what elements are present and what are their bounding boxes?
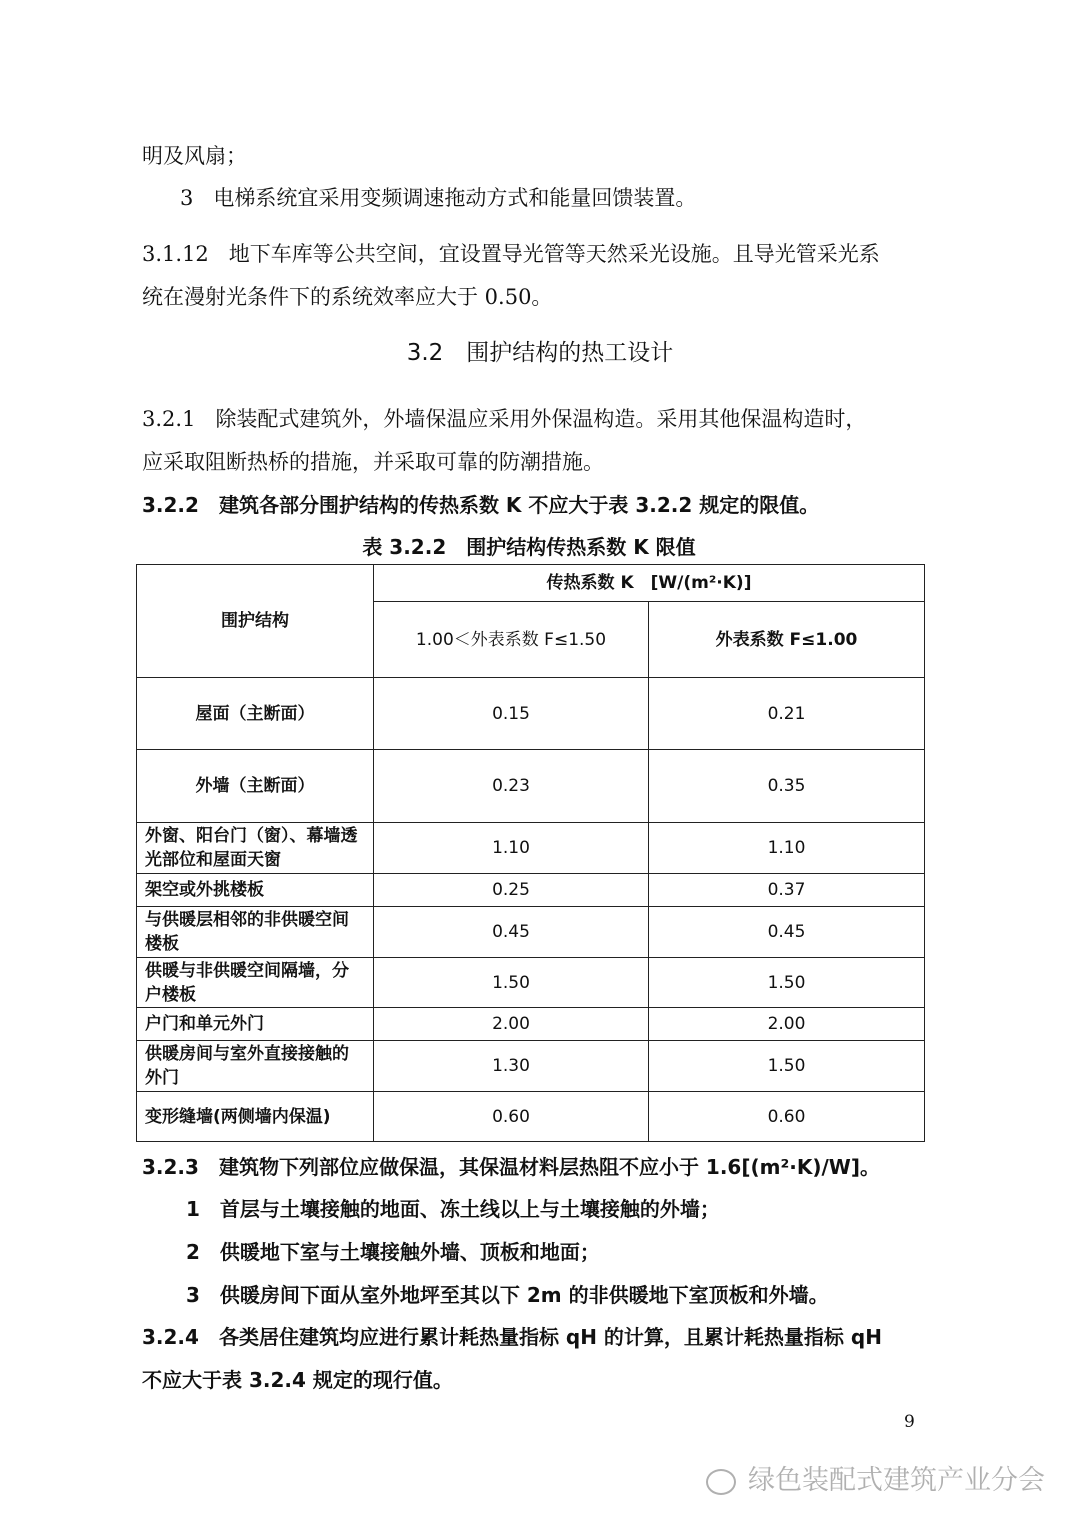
row-label: 外墙（主断面）	[137, 750, 374, 823]
row-label: 户门和单元外门	[137, 1008, 374, 1041]
table-caption: 表 3.2.2 围护结构传热系数 K 限值	[362, 535, 696, 559]
text-line: 统在漫射光条件下的系统效率应大于 0.50。	[142, 285, 553, 309]
row-label: 与供暖层相邻的非供暖空间楼板	[137, 907, 374, 958]
watermark	[706, 1458, 1045, 1497]
row-label: 外窗、阳台门（窗）、幕墙透光部位和屋面天窗	[137, 823, 374, 874]
row-value: 0.25	[374, 874, 649, 907]
list-item: 3 供暖房间下面从室外地坪至其以下 2m 的非供暖地下室顶板和外墙。	[186, 1283, 829, 1307]
row-value: 1.10	[649, 823, 925, 874]
row-value: 1.50	[649, 958, 925, 1008]
row-label: 屋面（主断面）	[137, 678, 374, 750]
list-item: 1 首层与土壤接触的地面、冻土线以上与土壤接触的外墙；	[186, 1197, 720, 1221]
header-col2: 外表系数 F≤1.00	[649, 602, 925, 678]
row-label: 架空或外挑楼板	[137, 874, 374, 907]
section-heading: 3.2 围护结构的热工设计	[406, 340, 674, 366]
wechat-icon	[706, 1469, 736, 1495]
row-value: 0.45	[649, 907, 925, 958]
row-value: 1.50	[649, 1041, 925, 1092]
clause-3-1-12: 3.1.12 地下车库等公共空间，宜设置导光管等天然采光设施。且导光管采光系	[142, 242, 880, 266]
list-item: 2 供暖地下室与土壤接触外墙、顶板和地面；	[186, 1240, 600, 1264]
row-value: 0.60	[649, 1092, 925, 1142]
table-row	[137, 750, 925, 823]
row-label: 供暖与非供暖空间隔墙，分户楼板	[137, 958, 374, 1008]
clause-3-2-4: 3.2.4 各类居住建筑均应进行累计耗热量指标 qH 的计算，且累计耗热量指标 qH	[142, 1325, 882, 1349]
row-value: 2.00	[374, 1008, 649, 1041]
row-value: 0.23	[374, 750, 649, 823]
header-k: 传热系数 K [W/(m²·K)]	[374, 565, 925, 602]
row-value: 0.35	[649, 750, 925, 823]
text-line: 不应大于表 3.2.4 规定的现行值。	[142, 1368, 453, 1392]
table-row	[137, 1092, 925, 1142]
table-row	[137, 823, 925, 874]
row-value: 0.21	[649, 678, 925, 750]
row-value: 2.00	[649, 1008, 925, 1041]
row-label: 供暖房间与室外直接接触的外门	[137, 1041, 374, 1092]
watermark-text: 绿色装配式建筑产业分会	[748, 1465, 1045, 1496]
table-row	[137, 1008, 925, 1041]
k-value-table	[136, 564, 925, 1142]
header-col1: 1.00＜外表系数 F≤1.50	[374, 602, 649, 678]
table-row	[137, 907, 925, 958]
row-value: 0.37	[649, 874, 925, 907]
header-structure: 围护结构	[137, 565, 374, 678]
clause-3-2-3: 3.2.3 建筑物下列部位应做保温，其保温材料层热阻不应小于 1.6[(m²·K)/W]。	[142, 1155, 880, 1179]
page-number: 9	[904, 1412, 915, 1432]
row-value: 0.60	[374, 1092, 649, 1142]
row-value: 1.50	[374, 958, 649, 1008]
table-row	[137, 678, 925, 750]
text-line: 明及风扇；	[142, 144, 247, 168]
row-value: 1.30	[374, 1041, 649, 1092]
row-value: 1.10	[374, 823, 649, 874]
list-item: 3 电梯系统宜采用变频调速拖动方式和能量回馈装置。	[180, 186, 697, 210]
row-value: 0.15	[374, 678, 649, 750]
clause-3-2-2: 3.2.2 建筑各部分围护结构的传热系数 K 不应大于表 3.2.2 规定的限值。	[142, 493, 820, 517]
text-line: 应采取阻断热桥的措施，并采取可靠的防潮措施。	[142, 450, 604, 474]
clause-3-2-1: 3.2.1 除装配式建筑外，外墙保温应采用外保温构造。采用其他保温构造时，	[142, 407, 867, 431]
table-row	[137, 874, 925, 907]
row-value: 0.45	[374, 907, 649, 958]
table-row	[137, 1041, 925, 1092]
row-label: 变形缝墙(两侧墙内保温)	[137, 1092, 374, 1142]
table-row	[137, 958, 925, 1008]
